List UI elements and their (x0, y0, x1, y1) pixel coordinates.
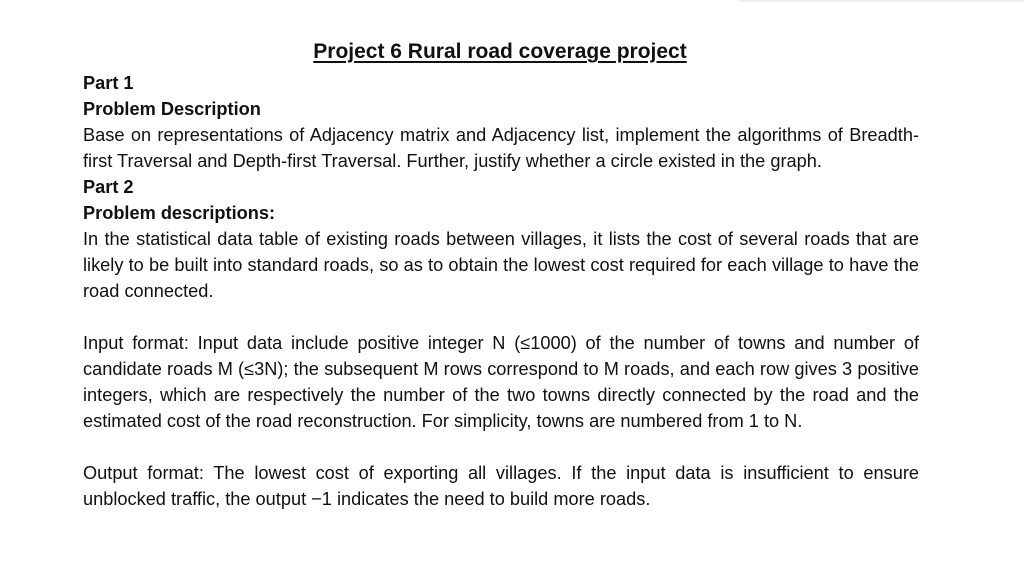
output-format-paragraph: Output format: The lowest cost of exporting all villages. If the input data is insufficient to ensure unblocked traffic, the output −1 indicates the need to build more roads. (83, 463, 919, 509)
part1-subheading: Problem Description (83, 99, 261, 119)
part2-heading: Part 2 (83, 177, 134, 197)
part1-heading: Part 1 (83, 73, 134, 93)
paragraph-spacer (83, 304, 919, 330)
document-title: Project 6 Rural road coverage project (313, 40, 687, 63)
input-format-paragraph: Input format: Input data include positive integer N (≤1000) of the number of towns and number of candidate roads M (≤3N); the subsequent M rows correspond to M roads, and each row gives 3 positive integers, which are respectively the number of the two towns directly connected by the road and the estimated cost of the road reconstruction. For simplicity, towns are numbered from 1 to N. (83, 333, 919, 431)
page-top-edge (740, 0, 1024, 3)
document-body (83, 70, 919, 512)
part2-paragraph: In the statistical data table of existing roads between villages, it lists the cost of several roads that are likely to be built into standard roads, so as to obtain the lowest cost required for each village to have the road connected. (83, 229, 919, 301)
paragraph-spacer (83, 434, 919, 460)
part2-subheading: Problem descriptions: (83, 203, 276, 223)
part1-paragraph: Base on representations of Adjacency matrix and Adjacency list, implement the algorithms of Breadth-first Traversal and Depth-first Traversal. Further, justify whether a circle existed in the graph. (83, 125, 919, 171)
